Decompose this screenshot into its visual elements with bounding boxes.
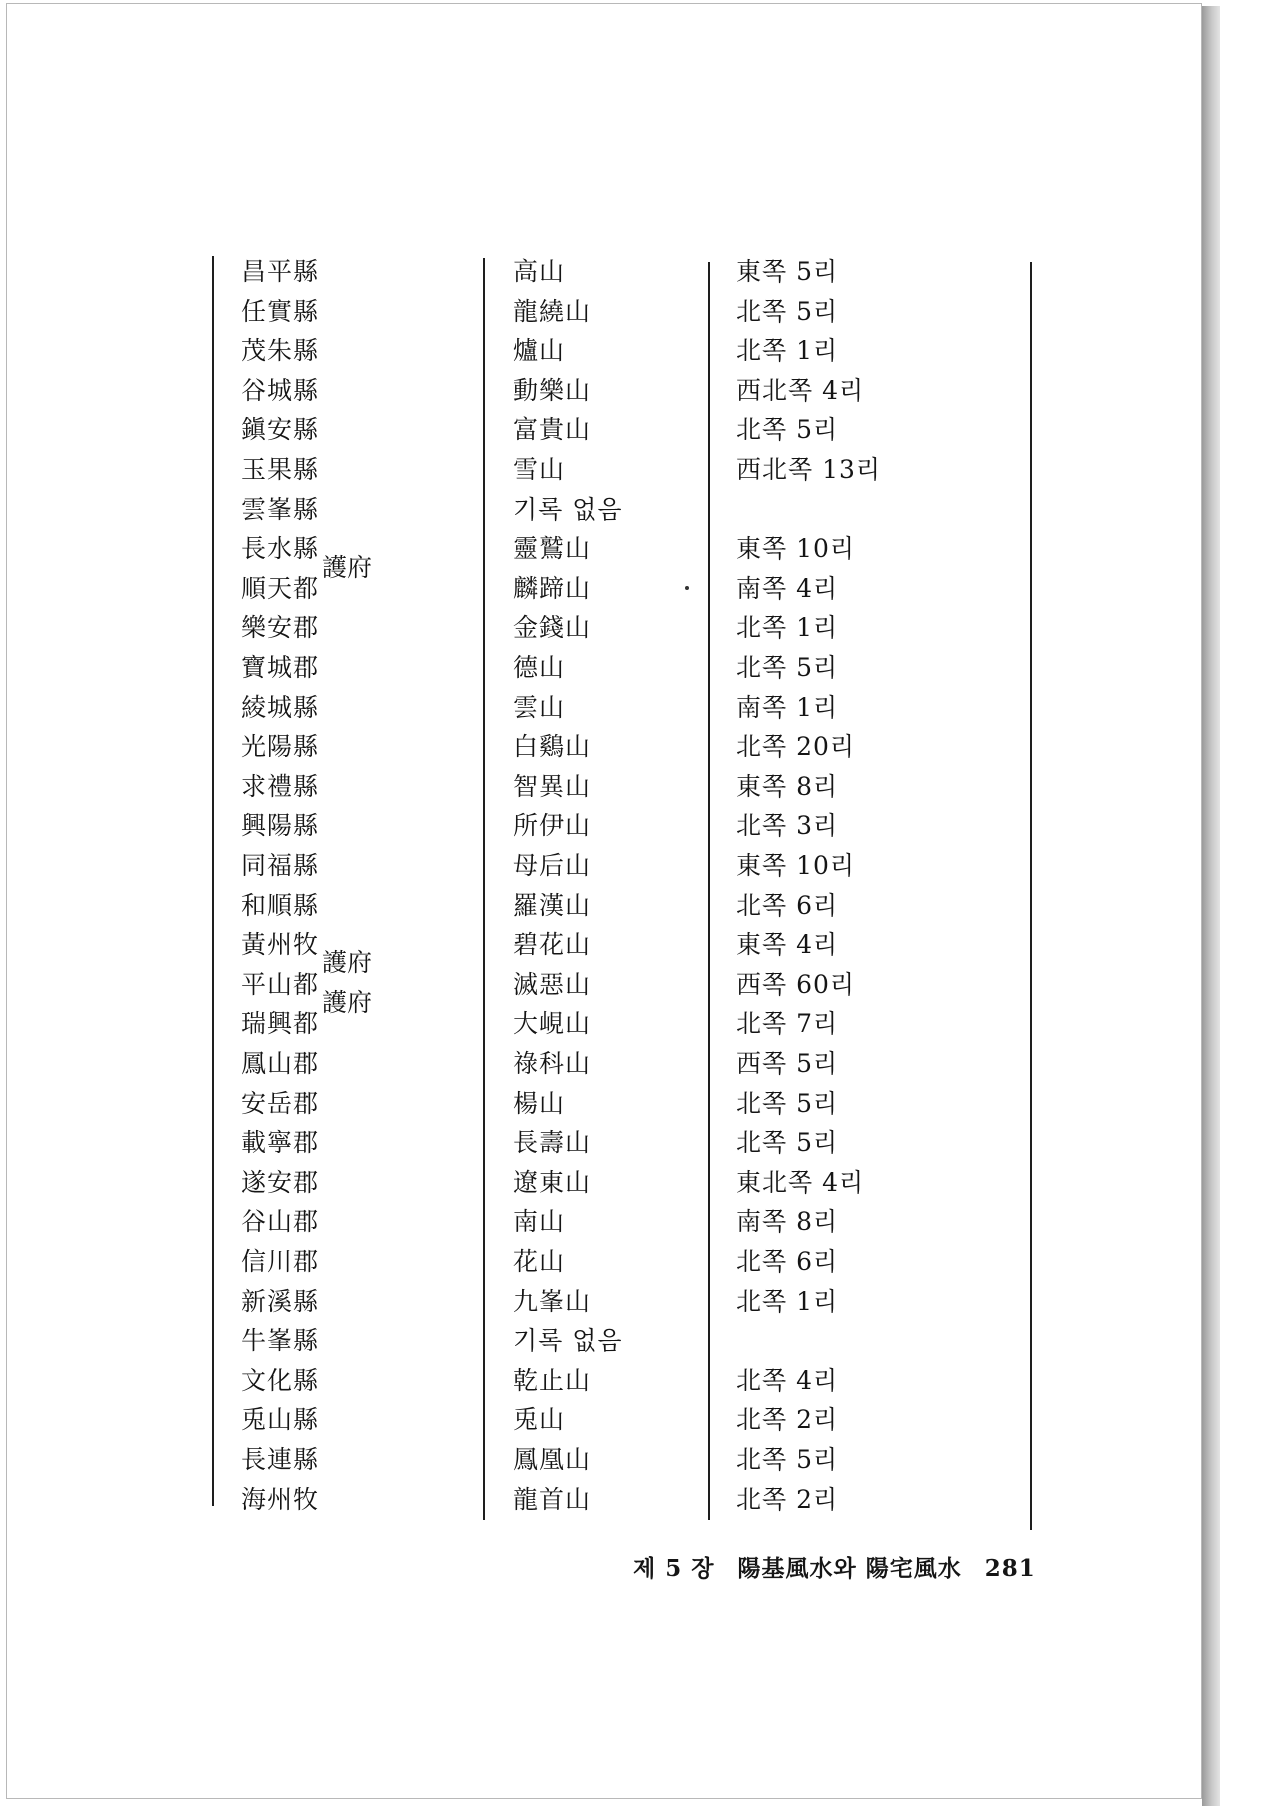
mountain-name-cell: 羅漢山 [513,890,592,920]
direction-distance-cell: 東쪽 8리 [736,771,839,801]
mountain-name-cell: 雲山 [513,692,566,722]
page-footer [633,1552,1050,1586]
place-name-cell: 雲峯縣 [241,494,320,524]
table-row [0,1480,1100,1520]
table-row [0,331,1100,371]
mountain-name-cell: 白鷄山 [513,732,592,762]
mountain-name-cell: 高山 [513,257,566,286]
direction-distance-cell: 北쪽 2리 [736,1484,839,1514]
mountain-name-cell: 龍首山 [513,1484,592,1514]
annotation-hobu-1: 護府 [322,553,373,582]
place-name-cell: 信川郡 [241,1247,320,1276]
direction-distance-cell: 北쪽 1리 [736,613,839,643]
annotation-hobu-3: 護府 [322,988,373,1017]
table-row [0,1282,1100,1322]
direction-distance-cell: 北쪽 5리 [736,1445,839,1474]
table-row [0,529,1100,569]
direction-distance-cell: 北쪽 1리 [736,1286,839,1316]
place-name-cell: 谷城縣 [241,375,320,405]
table-row [0,450,1100,490]
direction-distance-cell: 東北쪽 4리 [736,1167,865,1197]
direction-distance-cell: 北쪽 5리 [736,296,839,326]
table-row [0,371,1100,411]
mountain-name-cell: 鳳凰山 [513,1445,592,1474]
place-name-cell: 任實縣 [241,296,320,326]
table-row [0,1361,1100,1401]
mountain-name-cell: 楊山 [513,1088,566,1118]
direction-distance-cell: 東쪽 5리 [736,257,839,286]
place-name-cell: 求禮縣 [241,771,320,801]
mountain-name-cell: 母后山 [513,851,592,880]
table-row [0,1321,1100,1361]
place-name-cell: 寶城郡 [241,653,320,682]
table-row [0,1044,1100,1084]
mountain-name-cell: 花山 [513,1247,566,1276]
mountain-name-cell: 기록 없음 [513,1326,623,1356]
mountain-name-cell: 爐山 [513,336,566,366]
direction-distance-cell: 東쪽 10리 [736,534,856,564]
table-row [0,648,1100,688]
direction-distance-cell: 北쪽 6리 [736,890,839,920]
mountain-name-cell: 乾止山 [513,1365,592,1395]
place-name-cell: 順天都 [241,573,320,603]
mountain-name-cell: 龍繞山 [513,296,592,326]
mountain-name-cell: 大峴山 [513,1009,592,1039]
place-name-cell: 黃州牧 [241,930,320,960]
direction-distance-cell: 南쪽 8리 [736,1207,839,1237]
table-row [0,1242,1100,1282]
place-name-cell: 牛峯縣 [241,1326,320,1356]
mountain-name-cell: 德山 [513,653,566,682]
table-row [0,846,1100,886]
direction-distance-cell: 北쪽 1리 [736,336,839,366]
place-name-cell: 文化縣 [241,1365,320,1395]
place-name-cell: 茂朱縣 [241,336,320,366]
place-name-cell: 玉果縣 [241,455,320,484]
place-name-cell: 海州牧 [241,1484,320,1514]
page-spine-shadow [1202,6,1220,1806]
direction-distance-cell: 東쪽 4리 [736,930,839,960]
place-name-cell: 谷山郡 [241,1207,320,1237]
mountain-name-cell: 動樂山 [513,375,592,405]
table-row [0,1123,1100,1163]
direction-distance-cell: 南쪽 1리 [736,692,839,722]
place-name-cell: 綾城縣 [241,692,320,722]
mountain-name-cell: 智異山 [513,771,592,801]
place-name-cell: 遂安郡 [241,1167,320,1197]
mountain-name-cell: 兎山 [513,1405,566,1435]
table-row [0,767,1100,807]
place-name-cell: 載寧郡 [241,1128,320,1158]
place-name-cell: 昌平縣 [241,257,320,286]
place-name-cell: 安岳郡 [241,1088,320,1118]
direction-distance-cell: 南쪽 4리 [736,573,839,603]
mountain-name-cell: 金錢山 [513,613,592,643]
page-number: 281 [984,1555,1036,1582]
direction-distance-cell: 北쪽 20리 [736,732,856,762]
direction-distance-cell: 東쪽 10리 [736,851,856,880]
mountain-name-cell: 靈鷲山 [513,534,592,564]
mountain-name-cell: 遼東山 [513,1167,592,1197]
place-name-cell: 新溪縣 [241,1286,320,1316]
place-name-cell: 鎭安縣 [241,415,320,445]
table-row [0,608,1100,648]
place-name-cell: 瑞興都 [241,1009,320,1039]
place-name-cell: 樂安郡 [241,613,320,643]
mountain-name-cell: 富貴山 [513,415,592,445]
direction-distance-cell: 西北쪽 4리 [736,375,865,405]
direction-distance-cell: 北쪽 5리 [736,653,839,682]
direction-distance-cell: 北쪽 6리 [736,1247,839,1276]
place-name-cell: 和順縣 [241,890,320,920]
mountain-name-cell: 麟蹄山 [513,573,592,603]
direction-distance-cell: 北쪽 7리 [736,1009,839,1039]
mountain-name-cell: 祿科山 [513,1049,592,1078]
mountain-name-cell: 長壽山 [513,1128,592,1158]
mountain-name-cell: 滅惡山 [513,969,592,999]
mountain-name-cell: 九峯山 [513,1286,592,1316]
table-row [0,1004,1100,1044]
mountain-name-cell: 雪山 [513,455,566,484]
place-name-cell: 興陽縣 [241,811,320,841]
table-row [0,688,1100,728]
place-name-cell: 兎山縣 [241,1405,320,1435]
direction-distance-cell: 西北쪽 13리 [736,455,882,484]
table-row [0,806,1100,846]
table-row [0,1440,1100,1480]
direction-distance-cell: 西쪽 5리 [736,1049,839,1078]
direction-distance-cell: 北쪽 2리 [736,1405,839,1435]
table-row [0,727,1100,767]
table-row [0,965,1100,1005]
place-name-cell: 平山都 [241,969,320,999]
direction-distance-cell: 北쪽 3리 [736,811,839,841]
table-row [0,925,1100,965]
table-row [0,490,1100,530]
chapter-label: 제 5 장 [633,1555,715,1582]
table-row [0,1084,1100,1124]
place-name-cell: 同福縣 [241,851,320,880]
table-row [0,1163,1100,1203]
place-name-cell: 長連縣 [241,1445,320,1474]
mountain-name-cell: 기록 없음 [513,494,623,524]
place-name-cell: 長水縣 [241,534,320,564]
mountain-name-cell: 碧花山 [513,930,592,960]
mountain-name-cell: 南山 [513,1207,566,1237]
table-row [0,569,1100,609]
direction-distance-cell: 北쪽 5리 [736,415,839,445]
direction-distance-cell: 北쪽 5리 [736,1088,839,1118]
annotation-hobu-2: 護府 [322,948,373,977]
place-name-cell: 鳳山郡 [241,1049,320,1078]
direction-distance-cell: 西쪽 60리 [736,969,856,999]
table-row [0,410,1100,450]
place-name-cell: 光陽縣 [241,732,320,762]
table-row [0,1400,1100,1440]
mountain-name-cell: 所伊山 [513,811,592,841]
table-row [0,252,1100,292]
direction-distance-cell: 北쪽 4리 [736,1365,839,1395]
direction-distance-cell: 北쪽 5리 [736,1128,839,1158]
table-row [0,1202,1100,1242]
chapter-title: 陽基風水와 陽宅風水 [737,1555,962,1582]
table-row [0,886,1100,926]
table-row [0,292,1100,332]
